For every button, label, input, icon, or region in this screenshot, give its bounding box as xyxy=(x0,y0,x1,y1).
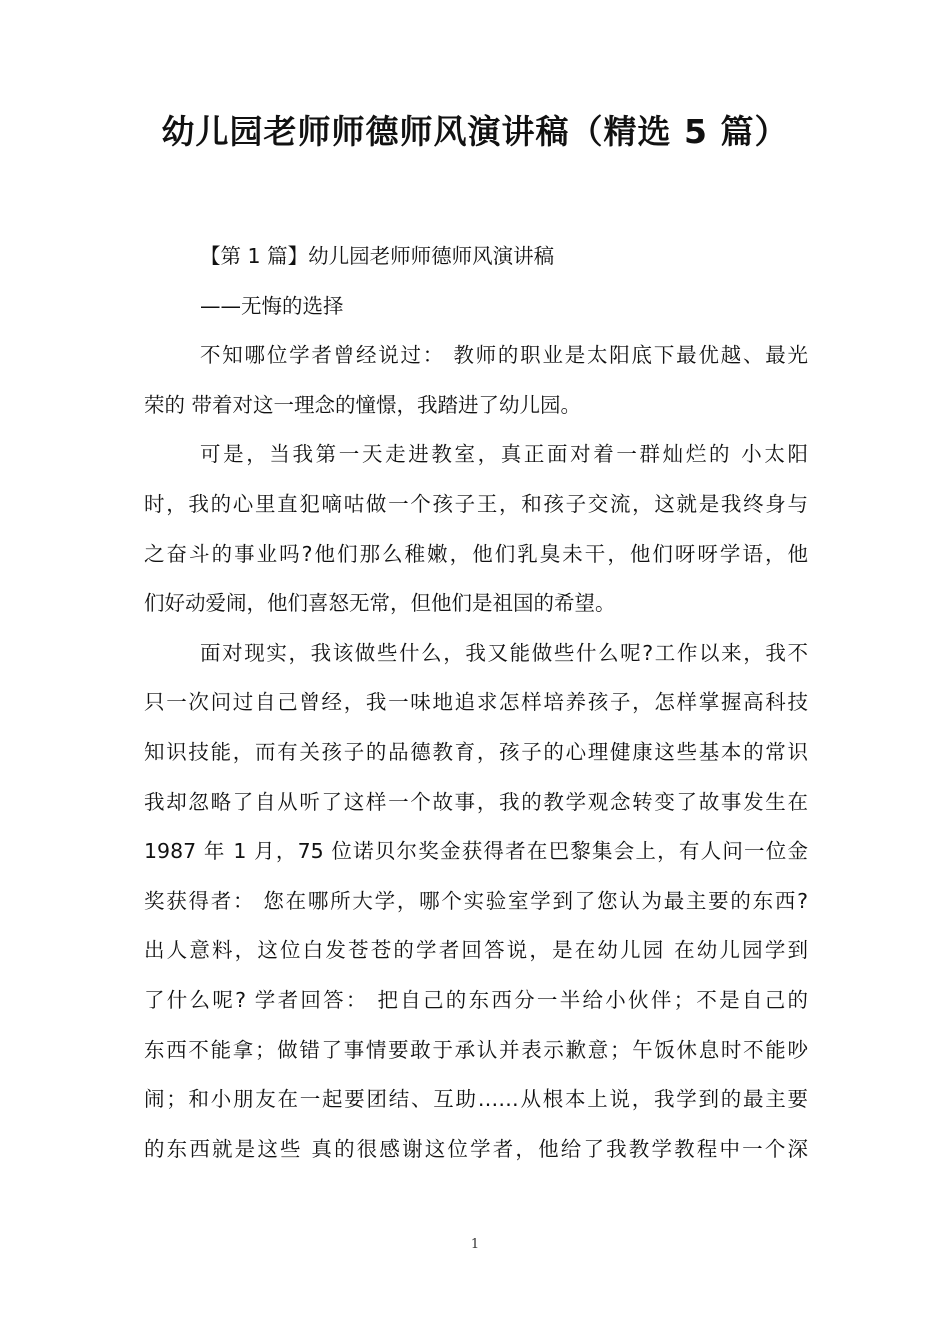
paragraph-line: 了什么呢? 学者回答： 把自己的东西分一半给小伙伴；不是自己的 xyxy=(144,987,808,1012)
paragraph-line: 不知哪位学者曾经说过： 教师的职业是太阳底下最优越、最光 xyxy=(200,343,808,368)
paragraph-line: 时，我的心里直犯嘀咕做一个孩子王，和孩子交流，这就是我终身与 xyxy=(144,491,808,516)
document-body xyxy=(144,232,808,1174)
paragraph-line: 只一次问过自己曾经，我一味地追求怎样培养孩子，怎样掌握高科技 xyxy=(144,690,808,715)
paragraph-line: 的东西就是这些 真的很感谢这位学者，他给了我教学教程中一个深 xyxy=(144,1136,808,1161)
paragraph-line: 知识技能，而有关孩子的品德教育，孩子的心理健康这些基本的常识 xyxy=(144,739,808,764)
paragraph-line: 奖获得者： 您在哪所大学，哪个实验室学到了您认为最主要的东西? xyxy=(144,888,808,913)
section-heading: 【第 1 篇】幼儿园老师师德师风演讲稿 xyxy=(200,244,555,268)
paragraph-line: 们好动爱闹，他们喜怒无常，但他们是祖国的希望。 xyxy=(144,591,616,616)
paragraph-line: 东西不能拿；做错了事情要敢于承认并表示歉意；午饭休息时不能吵 xyxy=(144,1037,808,1062)
subtitle: ——无悔的选择 xyxy=(200,293,344,318)
paragraph-line: 1987 年 1 月，75 位诺贝尔奖金获得者在巴黎集会上，有人问一位金 xyxy=(144,839,808,864)
paragraph-line: 我却忽略了自从听了这样一个故事，我的教学观念转变了故事发生在 xyxy=(144,789,808,814)
page-number: 1 xyxy=(470,1237,480,1252)
paragraph-line: 面对现实，我该做些什么，我又能做些什么呢?工作以来，我不 xyxy=(200,640,808,665)
paragraph-line: 之奋斗的事业吗?他们那么稚嫩，他们乳臭未干，他们呀呀学语，他 xyxy=(144,541,808,566)
paragraph-line: 出人意料，这位白发苍苍的学者回答说，是在幼儿园 在幼儿园学到 xyxy=(144,938,808,963)
paragraph-line: 闹；和小朋友在一起要团结、互助……从根本上说，我学到的最主要 xyxy=(144,1087,808,1112)
paragraph-line: 可是，当我第一天走进教室，真正面对着一群灿烂的 小太阳 xyxy=(200,442,808,467)
paragraph-line: 荣的 带着对这一理念的憧憬，我踏进了幼儿园。 xyxy=(144,392,582,417)
document-title: 幼儿园老师师德师风演讲稿（精选 5 篇） xyxy=(161,112,789,151)
